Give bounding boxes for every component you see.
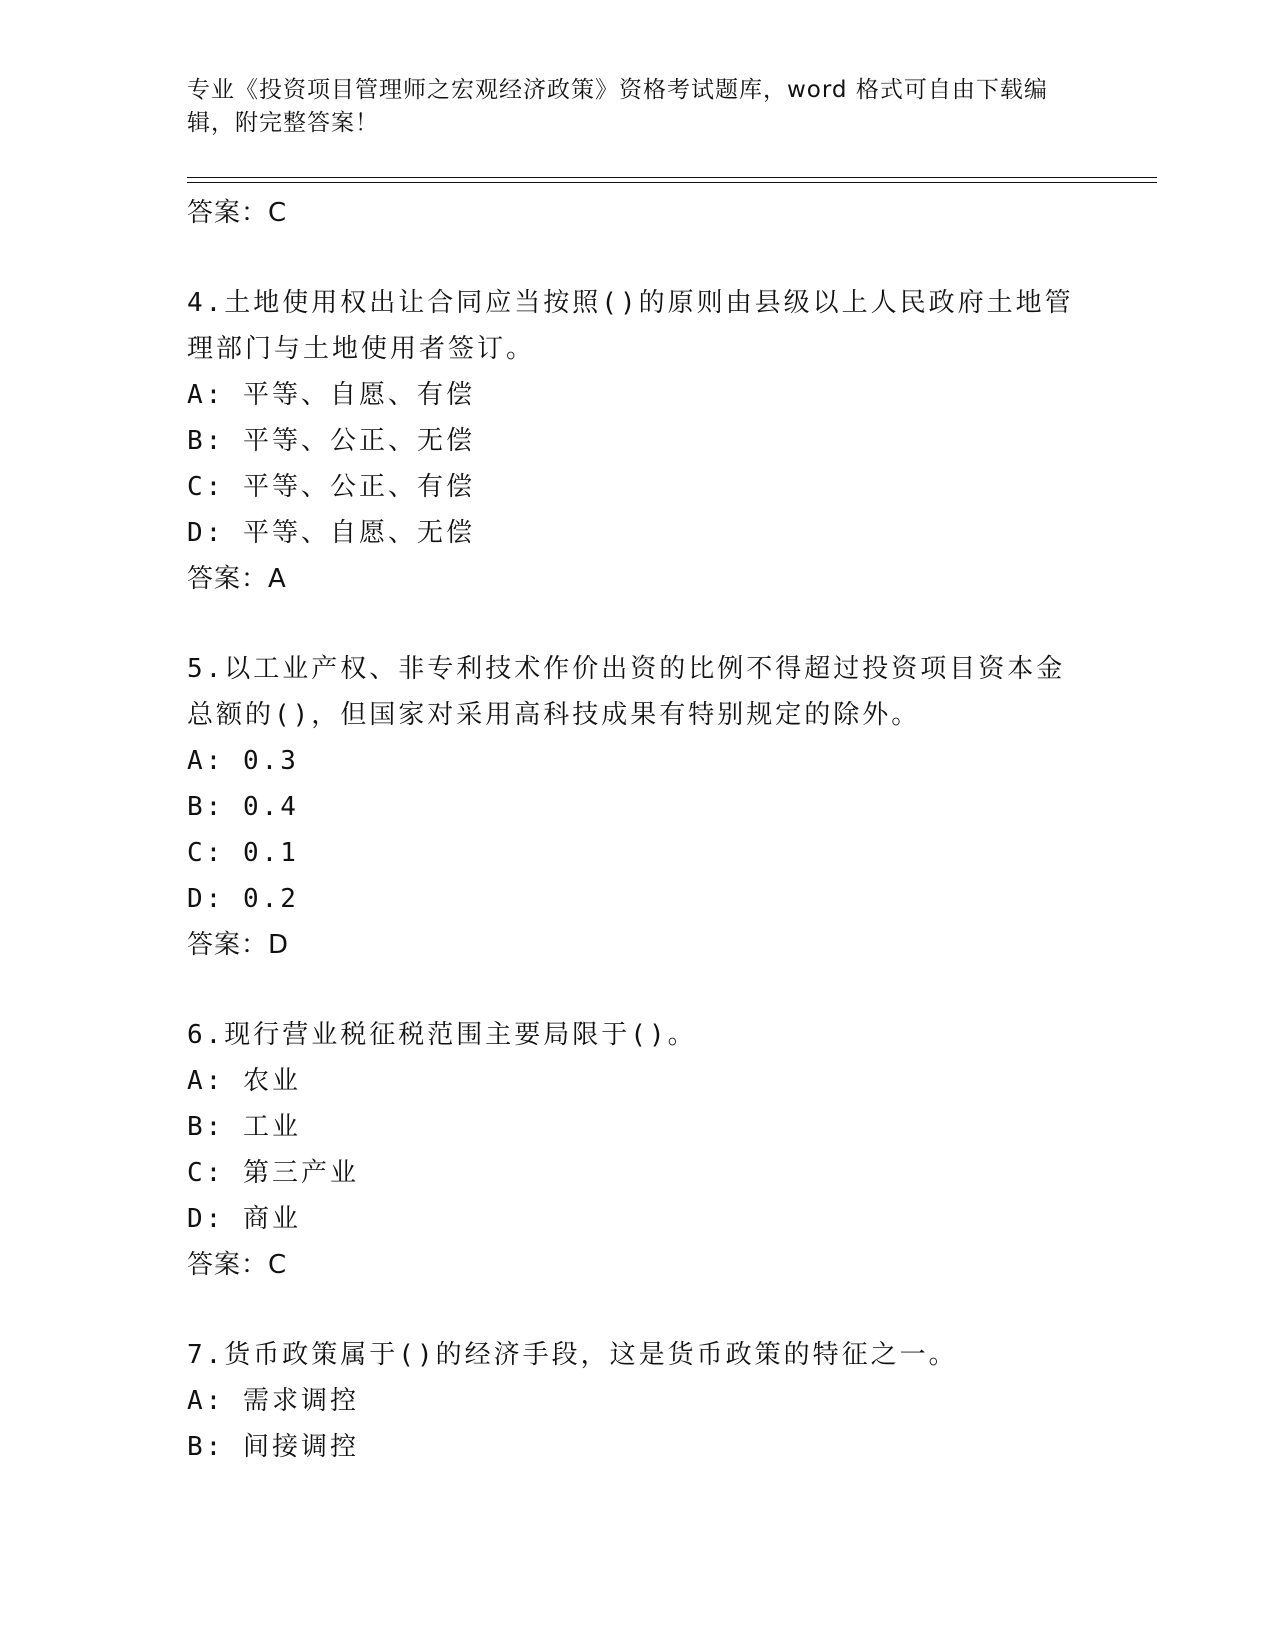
question-stem: 6.现行营业税征税范围主要局限于()。: [187, 1020, 697, 1050]
option-c: C: 平等、公正、有偿: [187, 472, 475, 502]
document-header: [187, 74, 1067, 140]
spacer: [187, 1288, 1127, 1332]
answer-line: 答案：D: [187, 930, 290, 960]
header-line-1: 专业《投资项目管理师之宏观经济政策》资格考试题库，word 格式可自由下载编: [187, 77, 1048, 103]
option-d: D: 平等、自愿、无偿: [187, 518, 475, 548]
question-4: [187, 280, 1127, 602]
header-divider-bottom: [187, 182, 1157, 183]
answer-line: 答案：C: [187, 1250, 288, 1280]
question-stem-continued: 总额的()，但国家对采用高科技成果有特别规定的除外。: [187, 700, 921, 730]
option-a: A: 需求调控: [187, 1386, 359, 1416]
answer-line: 答案：C: [187, 198, 288, 228]
option-c: C: 0.1: [187, 838, 299, 868]
spacer: [187, 236, 1127, 280]
option-b: B: 间接调控: [187, 1432, 359, 1462]
option-d: D: 0.2: [187, 884, 299, 914]
option-d: D: 商业: [187, 1204, 301, 1234]
header-line-2: 辑，附完整答案！: [187, 110, 379, 136]
answer-line: 答案：A: [187, 564, 287, 594]
question-stem: 7.货币政策属于()的经济手段，这是货币政策的特征之一。: [187, 1340, 958, 1370]
header-divider-top: [187, 177, 1157, 178]
option-a: A: 平等、自愿、有偿: [187, 380, 475, 410]
spacer: [187, 602, 1127, 646]
question-stem: 5.以工业产权、非专利技术作价出资的比例不得超过投资项目资本金: [187, 654, 1066, 684]
question-stem-continued: 理部门与土地使用者签订。: [187, 334, 536, 364]
option-b: B: 0.4: [187, 792, 299, 822]
question-7: [187, 1332, 1127, 1470]
question-stem: 4.土地使用权出让合同应当按照()的原则由县级以上人民政府土地管: [187, 288, 1074, 318]
option-b: B: 平等、公正、无偿: [187, 426, 475, 456]
spacer: [187, 968, 1127, 1012]
option-a: A: 0.3: [187, 746, 299, 776]
option-c: C: 第三产业: [187, 1158, 359, 1188]
option-a: A: 农业: [187, 1066, 301, 1096]
question-5: [187, 646, 1127, 968]
option-b: B: 工业: [187, 1112, 301, 1142]
question-6: [187, 1012, 1127, 1288]
question-list: [187, 190, 1127, 1470]
